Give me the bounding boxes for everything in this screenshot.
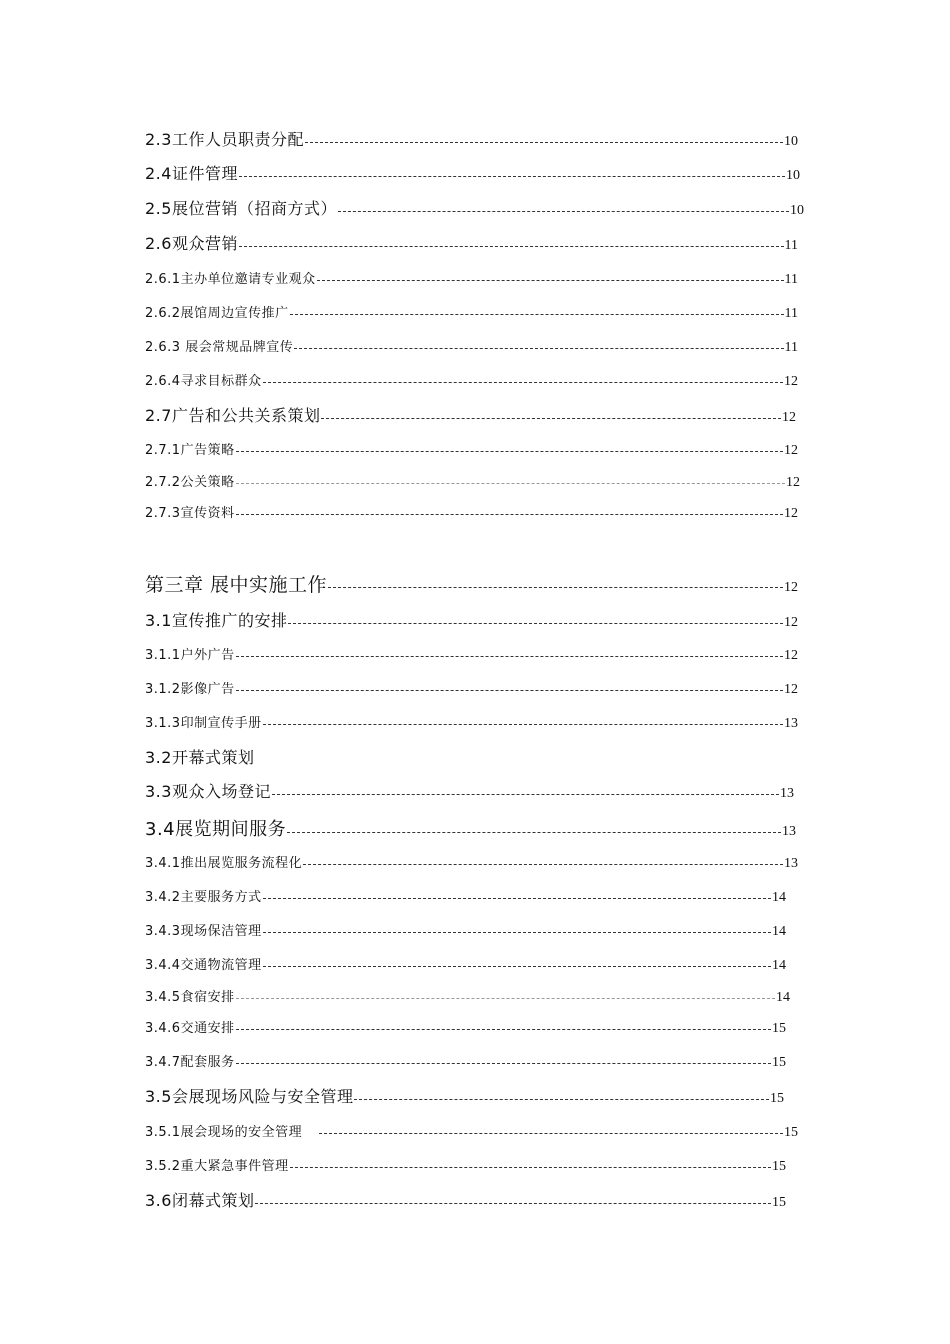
toc-entry[interactable] [145, 1155, 786, 1175]
toc-entry-label: 3.1.3印制宣传手册 [145, 716, 262, 731]
leader-dots [328, 572, 783, 591]
toc-entry-page: 10 [784, 134, 798, 149]
toc-entry-page: 15 [784, 1125, 798, 1140]
toc-entry-page: 11 [784, 238, 798, 253]
toc-entry[interactable] [145, 608, 798, 631]
leader-dots [236, 441, 783, 454]
toc-entry-page: 11 [784, 340, 798, 355]
leader-dots [236, 646, 783, 659]
toc-entry-label: 2.6.2展馆周边宣传推广 [145, 306, 289, 321]
toc-entry-page: 12 [784, 648, 798, 663]
toc-entry-page: 15 [772, 1195, 786, 1210]
toc-entry[interactable] [145, 127, 798, 150]
leader-dots [317, 270, 784, 283]
leader-dots [255, 1190, 771, 1206]
toc-entry-label: 3.4.3现场保洁管理 [145, 924, 262, 939]
leader-dots [236, 504, 783, 517]
toc-entry[interactable] [145, 644, 798, 664]
toc-entry-page: 14 [776, 990, 790, 1005]
toc-entry[interactable] [145, 1084, 784, 1107]
toc-entry[interactable] [145, 779, 794, 802]
toc-entry[interactable] [145, 231, 798, 254]
toc-entry-label: 3.4.7配套服务 [145, 1055, 235, 1070]
toc-chapter-entry[interactable] [145, 570, 798, 597]
toc-entry[interactable] [145, 196, 804, 219]
toc-entry-label: 第三章 展中实施工作 [145, 574, 328, 596]
toc-entry[interactable] [145, 302, 798, 322]
toc-entry-label: 3.3观众入场登记 [145, 782, 271, 801]
leader-dots [263, 922, 771, 935]
toc-entry[interactable] [145, 852, 798, 872]
toc-entry-page: 15 [772, 1159, 786, 1174]
toc-entry-page: 12 [784, 374, 798, 389]
leader-dots [263, 956, 771, 969]
toc-entry-label: 3.5.1展会现场的安全管理 [145, 1125, 303, 1140]
toc-entry-label: 2.7广告和公共关系策划 [145, 406, 321, 425]
leader-dots [236, 680, 783, 693]
leader-dots [294, 338, 783, 351]
toc-entry[interactable] [145, 370, 798, 390]
leader-dots [263, 372, 783, 385]
toc-entry-page: 14 [772, 924, 786, 939]
toc-entry-page: 15 [770, 1091, 784, 1106]
toc-entry-label: 2.7.3宣传资料 [145, 506, 235, 521]
toc-entry-page: 10 [790, 203, 804, 218]
leader-dots [321, 405, 781, 421]
toc-entry-label: 3.6闭幕式策划 [145, 1191, 255, 1210]
toc-entry-page: 12 [782, 410, 796, 425]
toc-entry[interactable] [145, 954, 786, 974]
leader-dots [303, 854, 783, 867]
leader-dots [290, 304, 784, 317]
toc-entry[interactable] [145, 1121, 798, 1141]
toc-entry[interactable] [145, 920, 786, 940]
toc-entry-page: 13 [784, 716, 798, 731]
toc-entry-label: 3.4.2主要服务方式 [145, 890, 262, 905]
toc-entry-page: 15 [772, 1021, 786, 1036]
leader-dots [338, 198, 789, 214]
toc-entry-label: 3.1.1户外广告 [145, 648, 235, 663]
leader-dots [288, 610, 783, 626]
toc-entry-page: 10 [786, 168, 800, 183]
toc-entry-page: 11 [784, 272, 798, 287]
toc-entry-page: 15 [772, 1055, 786, 1070]
toc-entry-page: 13 [780, 786, 794, 801]
toc-entry-label: 2.3工作人员职责分配 [145, 130, 304, 149]
toc-entry-label: 3.4.5食宿安排 [145, 990, 235, 1005]
toc-entry-label: 3.5会展现场风险与安全管理 [145, 1087, 354, 1106]
toc-entry[interactable] [145, 161, 800, 184]
toc-entry-page: 12 [786, 475, 800, 490]
toc-entry-page: 12 [784, 615, 798, 630]
leader-dots [239, 163, 785, 179]
leader-dots [236, 1053, 771, 1066]
leader-dots [263, 714, 783, 727]
toc-entry[interactable] [145, 712, 798, 732]
toc-entry-label: 2.6.3 展会常规品牌宣传 [145, 340, 294, 355]
leader-dots [239, 233, 784, 249]
toc-entry[interactable] [145, 815, 796, 841]
toc-entry-page: 12 [784, 443, 798, 458]
toc-entry-label: 3.4展览期间服务 [145, 819, 287, 840]
toc-entry-label: 2.7.1广告策略 [145, 443, 235, 458]
toc-entry[interactable] [145, 336, 798, 356]
toc-entry[interactable] [145, 986, 790, 1006]
leader-dots [236, 1019, 771, 1032]
toc-entry-page: 12 [784, 682, 798, 697]
toc-entry-label: 3.4.4交通物流管理 [145, 958, 262, 973]
toc-entry-page: 12 [784, 506, 798, 521]
toc-entry-label: 2.6.4寻求目标群众 [145, 374, 262, 389]
leader-dots [290, 1157, 771, 1170]
leader-dots [354, 1086, 769, 1102]
toc-entry-label: 2.6.1主办单位邀请专业观众 [145, 272, 316, 287]
toc-entry-label: 2.6观众营销 [145, 234, 238, 253]
toc-entry[interactable] [145, 886, 786, 906]
toc-entry[interactable] [145, 403, 796, 426]
leader-dots [305, 129, 783, 145]
toc-entry-page: 13 [784, 856, 798, 871]
toc-entry[interactable] [145, 1188, 786, 1211]
toc-entry[interactable] [145, 745, 254, 768]
toc-entry-label: 3.4.6交通安排 [145, 1021, 235, 1036]
toc-entry-page: 14 [772, 890, 786, 905]
toc-entry-label: 2.7.2公关策略 [145, 475, 235, 490]
toc-entry-page: 13 [782, 824, 796, 839]
toc-entry-label: 3.1宣传推广的安排 [145, 611, 288, 630]
leader-dots [272, 781, 779, 797]
toc-entry[interactable] [145, 268, 798, 288]
toc-entry[interactable] [145, 678, 798, 698]
toc-entry-label: 3.1.2影像广告 [145, 682, 235, 697]
toc-entry-page: 14 [772, 958, 786, 973]
toc-entry[interactable] [145, 1017, 786, 1037]
toc-entry-page: 11 [784, 306, 798, 321]
toc-entry-label: 2.5展位营销（招商方式） [145, 199, 337, 218]
leader-dots [287, 819, 781, 835]
toc-entry[interactable] [145, 439, 798, 459]
toc-entry-page: 12 [784, 580, 798, 595]
leader-dots [236, 988, 775, 1001]
leader-dots [263, 888, 771, 901]
toc-entry-label: 3.2开幕式策划 [145, 748, 255, 767]
toc-entry[interactable] [145, 502, 798, 522]
toc-entry-label: 3.5.2重大紧急事件管理 [145, 1159, 289, 1174]
toc-entry[interactable] [145, 1051, 786, 1071]
toc-entry[interactable] [145, 471, 800, 491]
toc-entry-label: 3.4.1推出展览服务流程化 [145, 856, 303, 871]
toc-entry-label: 2.4证件管理 [145, 164, 238, 183]
leader-dots [319, 1123, 783, 1136]
leader-dots [236, 473, 785, 486]
